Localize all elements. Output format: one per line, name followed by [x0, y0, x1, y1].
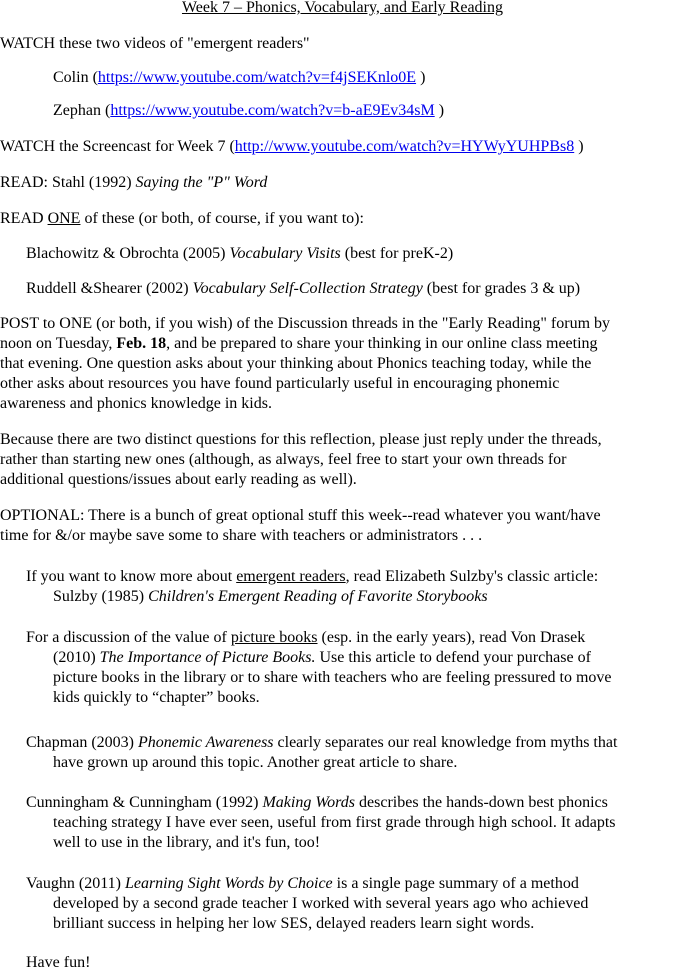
- vaughn-rest: is a single page summary of a method: [336, 875, 579, 892]
- zephan-video-link[interactable]: https://www.youtube.com/watch?v=b-aE9Ev34sM: [110, 102, 435, 119]
- optional-item-cunningham: [26, 793, 608, 812]
- optional-item-picture-l3: picture books in the library or to share with teachers who are feeling pressured to move: [53, 669, 612, 686]
- optional-item-cunningham-l3: well to use in the library, and it's fun, too!: [53, 834, 321, 851]
- read-one-prefix: READ: [0, 210, 44, 227]
- post-para-line5: awareness and phonics knowledge in kids.: [0, 395, 272, 412]
- picture-rest: (esp. in the early years), read Von Drasek: [321, 629, 586, 646]
- optional-item-picture-l4: kids quickly to “chapter” books.: [53, 689, 260, 706]
- read-one-line: [0, 209, 364, 228]
- sulzby-topic: emergent readers: [236, 568, 346, 585]
- colin-label: Colin: [53, 69, 89, 86]
- page-title: Week 7 – Phonics, Vocabulary, and Early Reading: [181, 0, 503, 16]
- optional-para-line1: OPTIONAL: There is a bunch of great optional stuff this week--read whatever you want/have: [0, 507, 601, 524]
- chapman-citation: Chapman (2003): [26, 734, 134, 751]
- ruddell-title: Vocabulary Self-Collection Strategy: [192, 280, 423, 297]
- post-line2-a: noon on Tuesday,: [0, 335, 113, 352]
- cunningham-title: Making Words: [262, 794, 356, 811]
- read-one-suffix: of these (or both, of course, if you want to):: [84, 210, 364, 227]
- read-stahl-prefix: READ: Stahl (1992): [0, 174, 132, 191]
- colin-open-paren: (: [92, 69, 98, 86]
- vaughn-title: Learning Sight Words by Choice: [124, 875, 333, 892]
- optional-item-vaughn-l2: developed by a second grade teacher I worked with several years ago who achieved: [53, 895, 589, 912]
- post-para-line2: [0, 334, 598, 353]
- screencast-open-paren: (: [229, 138, 235, 155]
- read-stahl-line: [0, 173, 267, 192]
- because-para-line1: Because there are two distinct questions for this reflection, please just reply under the threads,: [0, 431, 602, 448]
- video-zephan: [53, 101, 444, 120]
- video-colin: [53, 68, 425, 87]
- optional-item-sulzby-cite: [53, 587, 488, 606]
- screencast-line: [0, 137, 584, 156]
- picture-intro: For a discussion of the value of: [26, 629, 227, 646]
- zephan-label: Zephan: [53, 102, 101, 119]
- read-item-ruddell: [26, 279, 580, 298]
- chapman-title: Phonemic Awareness: [137, 734, 274, 751]
- because-para-line3: additional questions/issues about early reading as well).: [0, 471, 357, 488]
- ruddell-author: Ruddell &Shearer (2002): [26, 280, 189, 297]
- blachowitz-title: Vocabulary Visits: [229, 245, 341, 262]
- because-para-line2: rather than starting new ones (although, as always, feel free to start your own threads for: [0, 451, 567, 468]
- optional-para-line2: time for &/or maybe save some to share with teachers or administrators . . .: [0, 527, 483, 544]
- sulzby-title: Children's Emergent Reading of Favorite Storybooks: [148, 588, 488, 605]
- read-item-blachowitz: [26, 244, 453, 263]
- colin-video-link[interactable]: https://www.youtube.com/watch?v=f4jSEKnlo0E: [97, 69, 417, 86]
- post-line2-b: , and be prepared to share your thinking in our online class meeting: [166, 335, 598, 352]
- post-para-line3: that evening. One question asks about your thinking about Phonics teaching today, while the: [0, 355, 592, 372]
- read-stahl-title: Saying the "P" Word: [135, 174, 268, 191]
- closing-text: Have fun!: [26, 954, 91, 971]
- optional-item-sulzby: [26, 567, 598, 586]
- chapman-rest: clearly separates our real knowledge from myths that: [277, 734, 618, 751]
- sulzby-rest: , read Elizabeth Sulzby's classic article:: [345, 568, 599, 585]
- blachowitz-author: Blachowitz & Obrochta (2005): [26, 245, 226, 262]
- ruddell-note: (best for grades 3 & up): [426, 280, 581, 297]
- picture-title: The Importance of Picture Books.: [99, 649, 316, 666]
- sulzby-intro: If you want to know more about: [26, 568, 233, 585]
- zephan-close-paren: ): [438, 102, 445, 119]
- optional-item-chapman-l2: have grown up around this topic. Another great article to share.: [53, 754, 458, 771]
- post-due-date: Feb. 18: [116, 335, 167, 352]
- optional-item-cunningham-l2: teaching strategy I have ever seen, useful from first grade through high school. It adapts: [53, 814, 616, 831]
- picture-l2-rest: Use this article to defend your purchase of: [315, 649, 591, 666]
- zephan-open-paren: (: [104, 102, 111, 119]
- cunningham-citation: Cunningham & Cunningham (1992): [26, 794, 259, 811]
- post-para-line1: POST to ONE (or both, if you wish) of the Discussion threads in the "Early Reading" forum by: [0, 315, 611, 332]
- post-para-line4: other asks about resources you have found particularly useful in encouraging phonemic: [0, 375, 560, 392]
- colin-close-paren: ): [420, 69, 426, 86]
- optional-item-chapman: [26, 733, 617, 752]
- cunningham-rest: describes the hands-down best phonics: [359, 794, 608, 811]
- screencast-text: WATCH the Screencast for Week 7: [0, 138, 226, 155]
- optional-item-picture: [26, 628, 585, 647]
- blachowitz-note: (best for preK-2): [344, 245, 454, 262]
- picture-year: (2010): [53, 649, 96, 666]
- watch-videos-heading: [0, 34, 310, 53]
- optional-item-vaughn: [26, 874, 579, 893]
- read-one-underlined: ONE: [47, 210, 81, 227]
- vaughn-citation: Vaughn (2011): [26, 875, 121, 892]
- screencast-link[interactable]: http://www.youtube.com/watch?v=HYWyYUHPBs8: [234, 138, 575, 155]
- picture-topic: picture books: [230, 629, 318, 646]
- screencast-close-paren: ): [578, 138, 584, 155]
- sulzby-citation: Sulzby (1985): [53, 588, 145, 605]
- watch-videos-text: WATCH these two videos of "emergent readers": [0, 35, 310, 52]
- optional-item-picture-l2: [53, 648, 591, 667]
- optional-item-vaughn-l3: brilliant success in helping her low SES, delayed readers learn sight words.: [53, 915, 535, 932]
